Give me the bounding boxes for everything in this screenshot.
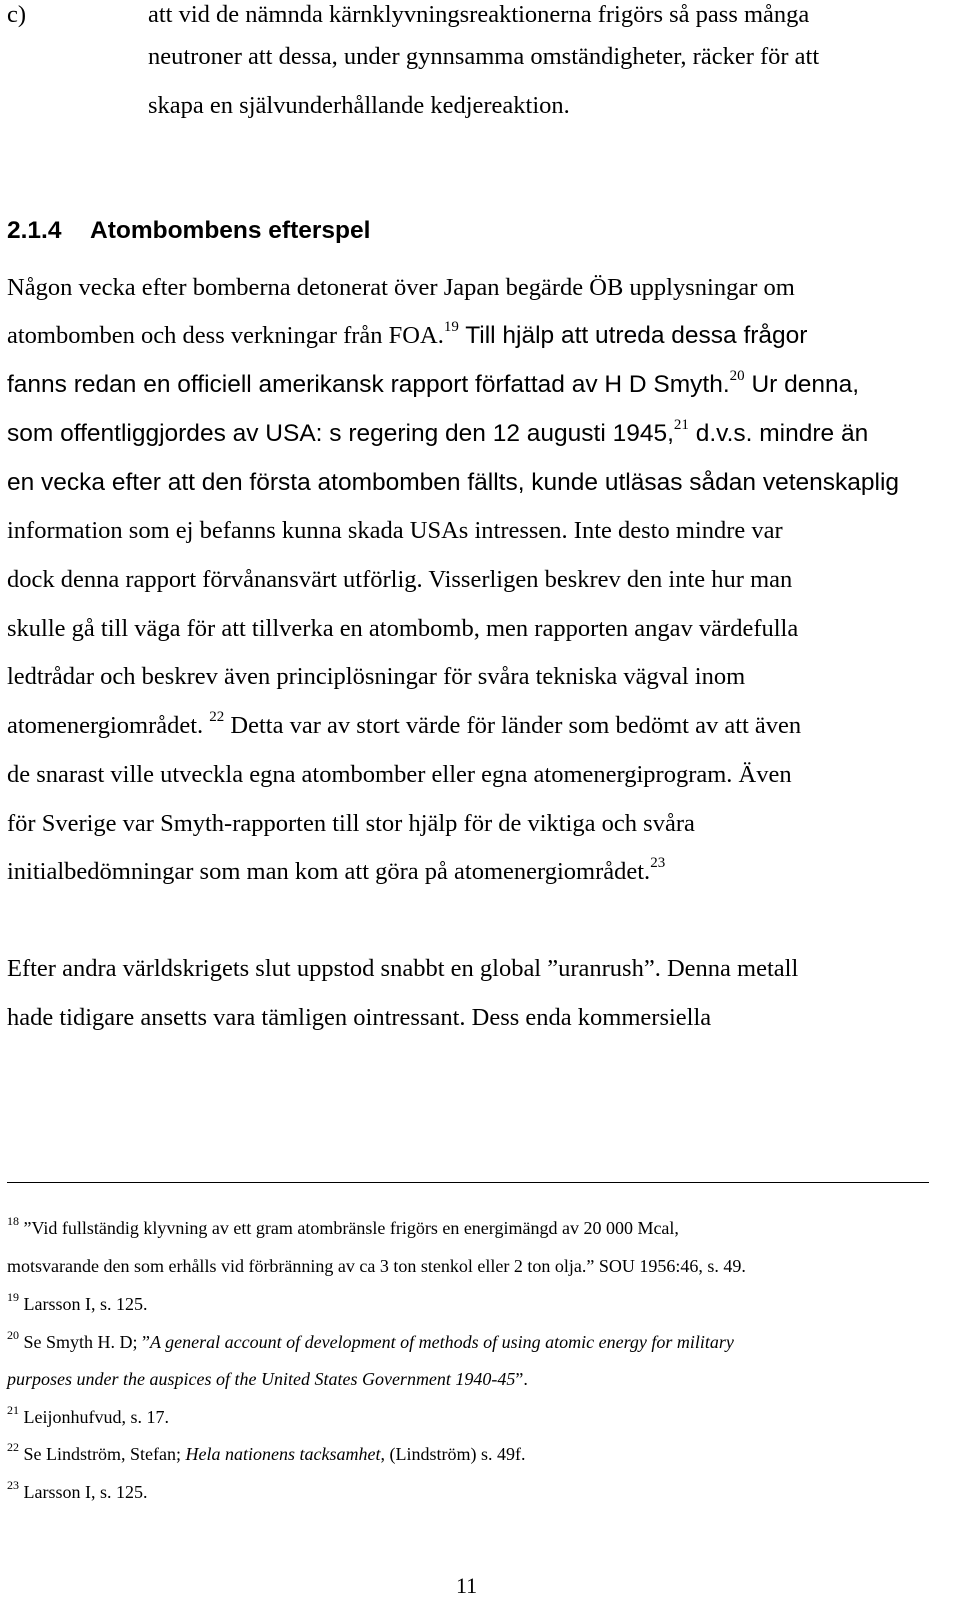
footnote-title: Hela nationens tacksamhet — [185, 1444, 381, 1464]
body-line: Någon vecka efter bomberna detonerat över Japan begärde ÖB upplysningar om — [7, 274, 795, 301]
footnote-number: 20 — [7, 1328, 19, 1342]
footnote-ref: 19 — [443, 318, 459, 335]
body-text: Detta var av stort värde för länder som bedömt av att även — [224, 712, 802, 739]
footnote — [7, 1330, 734, 1354]
body-text: Ur denna, — [744, 371, 860, 398]
footnote — [7, 1292, 148, 1316]
footnote — [7, 1216, 679, 1240]
section-title: Atombombens efterspel — [90, 217, 371, 244]
body-line — [7, 318, 808, 351]
footnote-text: ”. — [515, 1369, 528, 1389]
footnote-number: 21 — [7, 1403, 19, 1417]
body-text: atomenergiområdet. — [7, 712, 204, 739]
list-item-line: att vid de nämnda kärnklyvningsreaktionerna frigörs så pass många — [148, 1, 810, 28]
footnote-ref: 22 — [209, 708, 225, 725]
body-line — [7, 416, 869, 449]
footnote-number: 23 — [7, 1478, 19, 1492]
footnote-text: Se Smyth H. D; ” — [19, 1332, 151, 1352]
body-line: skulle gå till väga för att tillverka en atombomb, men rapporten angav värdefulla — [7, 615, 799, 642]
body-line: för Sverige var Smyth-rapporten till stor hjälp för de viktiga och svåra — [7, 810, 695, 837]
footnote-ref: 20 — [729, 367, 745, 384]
body-line — [7, 708, 802, 741]
body-line: Efter andra världskrigets slut uppstod snabbt en global ”uranrush”. Denna metall — [7, 955, 799, 982]
footnote-ref: 23 — [650, 854, 666, 871]
footnote-number: 19 — [7, 1290, 19, 1304]
body-line — [7, 854, 666, 887]
body-line: en vecka efter att den första atombomben fällts, kunde utläsas sådan vetenskaplig — [7, 469, 900, 496]
list-item-line: skapa en självunderhållande kedjereaktion. — [148, 92, 570, 119]
footnote-line — [7, 1367, 528, 1391]
page-number: 11 — [456, 1573, 478, 1598]
footnote-text: ”Vid fullständig klyvning av ett gram atombränsle frigörs en energimängd av 20 000 Mcal, — [19, 1218, 679, 1238]
list-item-marker: c) — [7, 1, 27, 28]
footnote — [7, 1480, 148, 1504]
body-text: initialbedömningar som man kom att göra på atomenergiområdet. — [7, 858, 651, 885]
footnote-text: Leijonhufvud, s. 17. — [19, 1407, 169, 1427]
list-item-line: neutroner att dessa, under gynnsamma omständigheter, räcker för att — [148, 43, 820, 70]
body-line: information som ej befanns kunna skada USAs intressen. Inte desto mindre var — [7, 517, 783, 544]
footnote-title: A general account of development of methods of using atomic energy for military — [150, 1332, 734, 1352]
footnote-ref: 21 — [673, 416, 689, 433]
footnote — [7, 1405, 169, 1429]
footnote-number: 22 — [7, 1440, 19, 1454]
section-heading — [7, 216, 370, 246]
footnote-separator — [7, 1182, 929, 1183]
body-line — [7, 367, 860, 400]
body-text: atombomben och dess verkningar från FOA. — [7, 322, 444, 349]
footnote-line: motsvarande den som erhålls vid förbränning av ca 3 ton stenkol eller 2 ton olja.” SOU 1956:46, s. 49. — [7, 1256, 746, 1276]
footnote-number: 18 — [7, 1214, 19, 1228]
body-text: fanns redan en officiell amerikansk rapport författad av H D Smyth. — [7, 371, 730, 398]
section-number: 2.1.4 — [7, 217, 62, 244]
footnote-text: Larsson I, s. 125. — [19, 1294, 148, 1314]
footnote — [7, 1442, 525, 1466]
body-line: dock denna rapport förvånansvärt utförlig. Visserligen beskrev den inte hur man — [7, 566, 793, 593]
footnote-text: , (Lindström) s. 49f. — [380, 1444, 526, 1464]
body-line: de snarast ville utveckla egna atombomber eller egna atomenergiprogram. Även — [7, 761, 792, 788]
footnote-title: purposes under the auspices of the United States Government 1940-45 — [7, 1369, 516, 1389]
body-text: Till hjälp att utreda dessa frågor — [458, 322, 808, 349]
body-text: d.v.s. mindre än — [688, 420, 869, 447]
body-text: som offentliggjordes av USA: s regering den 12 augusti 1945, — [7, 420, 674, 447]
footnote-text: Se Lindström, Stefan; — [19, 1444, 186, 1464]
body-line: ledtrådar och beskrev även principlösningar för svåra tekniska vägval inom — [7, 663, 746, 690]
footnote-text: Larsson I, s. 125. — [19, 1482, 148, 1502]
body-line: hade tidigare ansetts vara tämligen ointressant. Dess enda kommersiella — [7, 1004, 712, 1031]
